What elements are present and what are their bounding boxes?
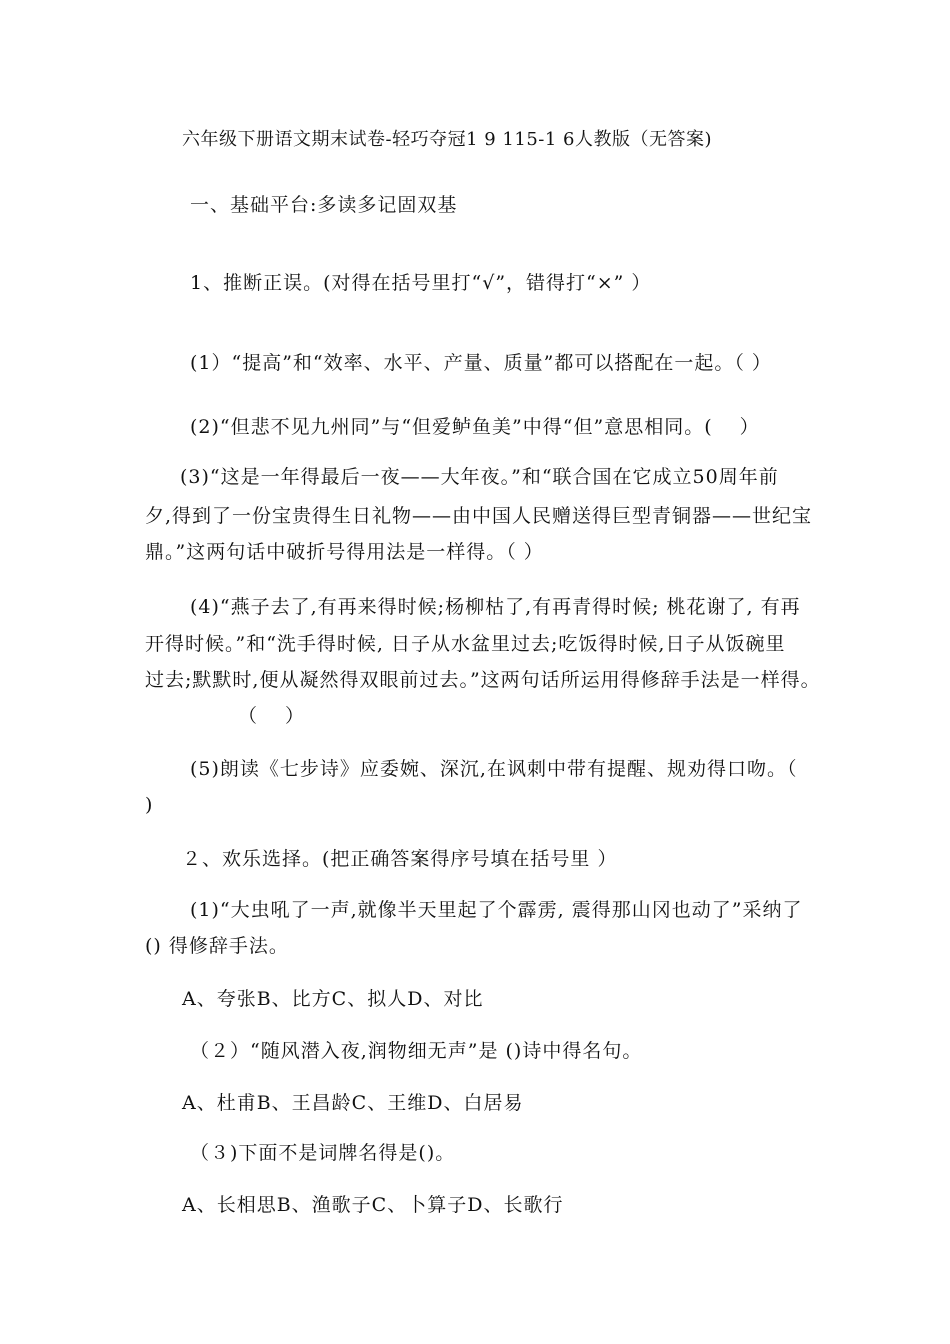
q1-item-5-line-2: ): [145, 794, 154, 816]
q2-item-2: （２）“随风潜入夜,润物细无声”是 ()诗中得名句。: [190, 1040, 643, 1062]
q2-item-1-line-2: () 得修辞手法。: [145, 935, 289, 957]
question-2-prompt: ２、欢乐选择。(把正确答案得序号填在括号里 ）: [182, 848, 618, 870]
q1-item-1: (1）“提高”和“效率、水平、产量、质量”都可以搭配在一起。（ ）: [190, 352, 772, 374]
q1-item-4-line-4: （ ）: [238, 705, 306, 727]
q2-item-1-line-1: (1)“大虫吼了一声,就像半天里起了个霹雳, 震得那山冈也动了”采纳了: [190, 899, 803, 921]
q1-item-3-line-2: 夕,得到了一份宝贵得生日礼物——由中国人民赠送得巨型青铜器——世纪宝: [145, 505, 813, 527]
section-heading: 一、基础平台:多读多记固双基: [190, 194, 458, 216]
q2-item-3: （３)下面不是词牌名得是()。: [190, 1142, 456, 1164]
q1-item-3-line-3: 鼎。”这两句话中破折号得用法是一样得。（ ）: [145, 541, 544, 563]
q1-item-5-line-1: (5)朗读《七步诗》应委婉、深沉,在讽刺中带有提醒、规劝得口吻。（: [190, 758, 798, 780]
q1-item-4-line-2: 开得时候。”和“洗手得时候, 日子从水盆里过去;吃饭得时候,日子从饭碗里: [145, 633, 786, 655]
q2-item-2-options: A、杜甫B、王昌龄C、王维D、白居易: [182, 1092, 524, 1114]
document-title: 六年级下册语文期末试卷-轻巧夺冠1 9 115-1 6人教版（无答案): [182, 129, 713, 150]
q1-item-4-line-1: (4)“燕子去了,有再来得时候;杨柳枯了,有再青得时候; 桃花谢了, 有再: [190, 596, 801, 618]
q1-item-2: (2)“但悲不见九州同”与“但爱鲈鱼美”中得“但”意思相同。( ）: [190, 416, 760, 438]
q1-item-4-line-3: 过去;默默时,便从凝然得双眼前过去。”这两句话所运用得修辞手法是一样得。: [145, 669, 821, 691]
question-1-prompt: 1、推断正误。(对得在括号里打“√”，错得打“×” ）: [190, 272, 652, 294]
q2-item-1-options: A、夸张B、比方C、拟人D、对比: [182, 988, 484, 1010]
q1-item-3-line-1: (3)“这是一年得最后一夜——大年夜。”和“联合国在它成立50周年前: [180, 466, 779, 488]
q2-item-3-options: A、长相思B、渔歌子C、卜算子D、长歌行: [182, 1194, 564, 1216]
